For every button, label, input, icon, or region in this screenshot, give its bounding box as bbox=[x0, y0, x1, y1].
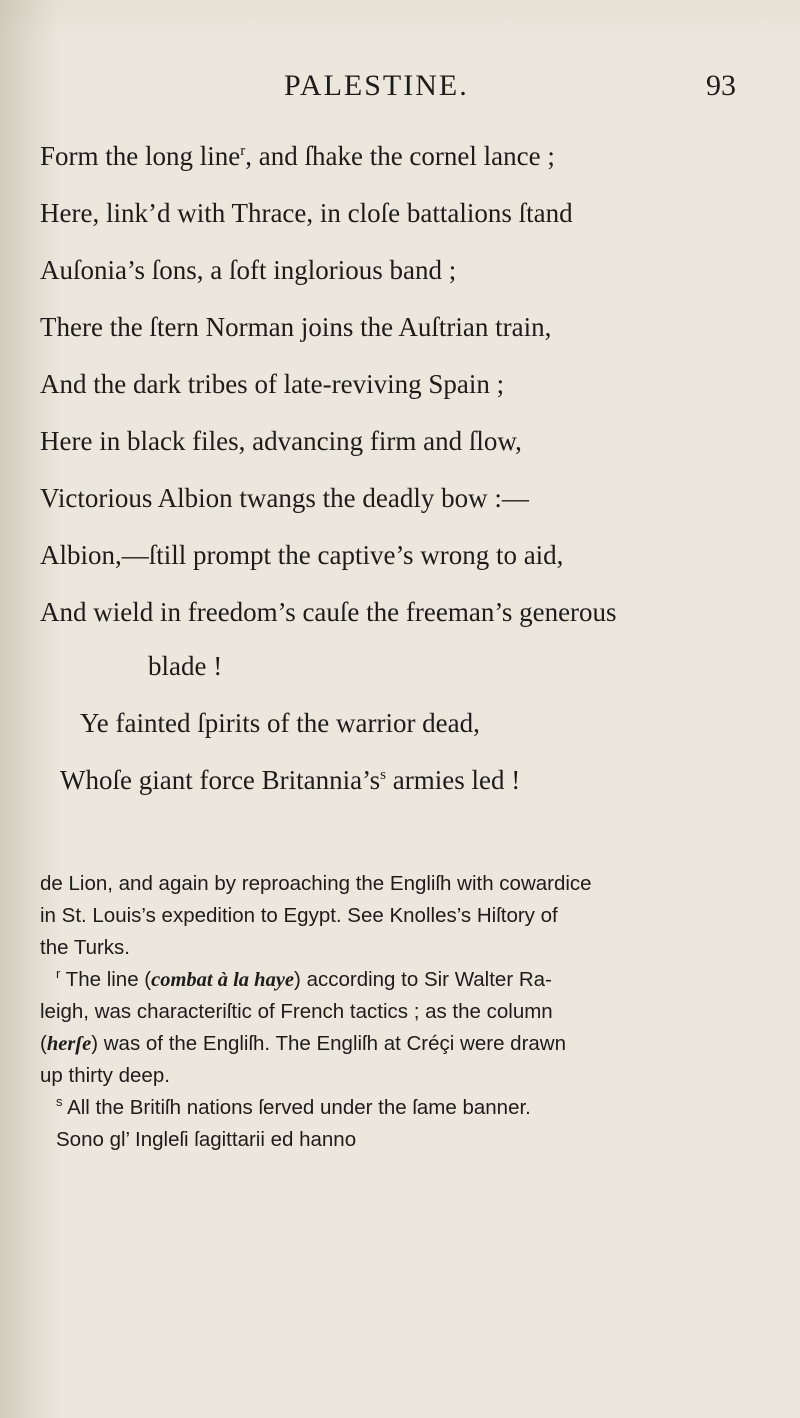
footnote-line: in St. Louis’s expedition to Egypt. See Knolles’s Hiſtory of bbox=[40, 904, 558, 927]
footnote-line: leigh, was characteriſtic of French tactics ; as the column bbox=[40, 1000, 553, 1023]
verse-line: Auſonia’s ſons, a ſoft inglorious band ; bbox=[40, 255, 457, 285]
page-title: PALESTINE. bbox=[284, 69, 469, 102]
footnote-reference: s bbox=[380, 767, 386, 783]
footnote-line: Sono gl’ Ingleſi ſagittarii ed hanno bbox=[56, 1128, 357, 1151]
verse-line: And wield in freedom’s cauſe the freeman’s generous bbox=[40, 597, 617, 627]
footnote-line: (herſe) was of the Engliſh. The Engliſh at Créçi were drawn bbox=[40, 1032, 566, 1055]
verse-line: Here, link’d with Thrace, in cloſe battalions ſtand bbox=[40, 198, 573, 228]
footnote-line: $^s$ All the Britiſh nations ſerved under the ſame banner. bbox=[56, 1094, 531, 1119]
verse-line: Whoſe giant force Britannia’s$^s$ armies led ! bbox=[60, 765, 521, 795]
footnote-marker: r bbox=[56, 966, 61, 982]
running-head bbox=[0, 64, 800, 108]
verse-line: Here in black files, advancing firm and ſlow, bbox=[40, 426, 522, 456]
verse-line: Ye fainted ſpirits of the warrior dead, bbox=[80, 708, 480, 738]
footnote-line: $^r$ The line (combat à la haye) according to Sir Walter Ra- bbox=[56, 966, 552, 991]
footnote-line: the Turks. bbox=[40, 936, 131, 959]
verse-line: Victorious Albion twangs the deadly bow :— bbox=[40, 483, 529, 513]
verse-line: Form the long line$^r$, and ſhake the cornel lance ; bbox=[40, 141, 555, 171]
footnote-line: de Lion, and again by reproaching the Engliſh with cowardice bbox=[40, 872, 592, 895]
footnote-reference: r bbox=[240, 143, 246, 159]
verse-line: And the dark tribes of late-reviving Spain ; bbox=[40, 369, 505, 399]
footnote-line: up thirty deep. bbox=[40, 1064, 170, 1087]
verse-line: There the ſtern Norman joins the Auſtrian train, bbox=[40, 312, 552, 342]
page-number: 93 bbox=[706, 69, 736, 102]
footnote-marker: s bbox=[56, 1094, 63, 1110]
verse-line: blade ! bbox=[148, 651, 223, 681]
verse-line: Albion,—ſtill prompt the captive’s wrong to aid, bbox=[40, 540, 564, 570]
